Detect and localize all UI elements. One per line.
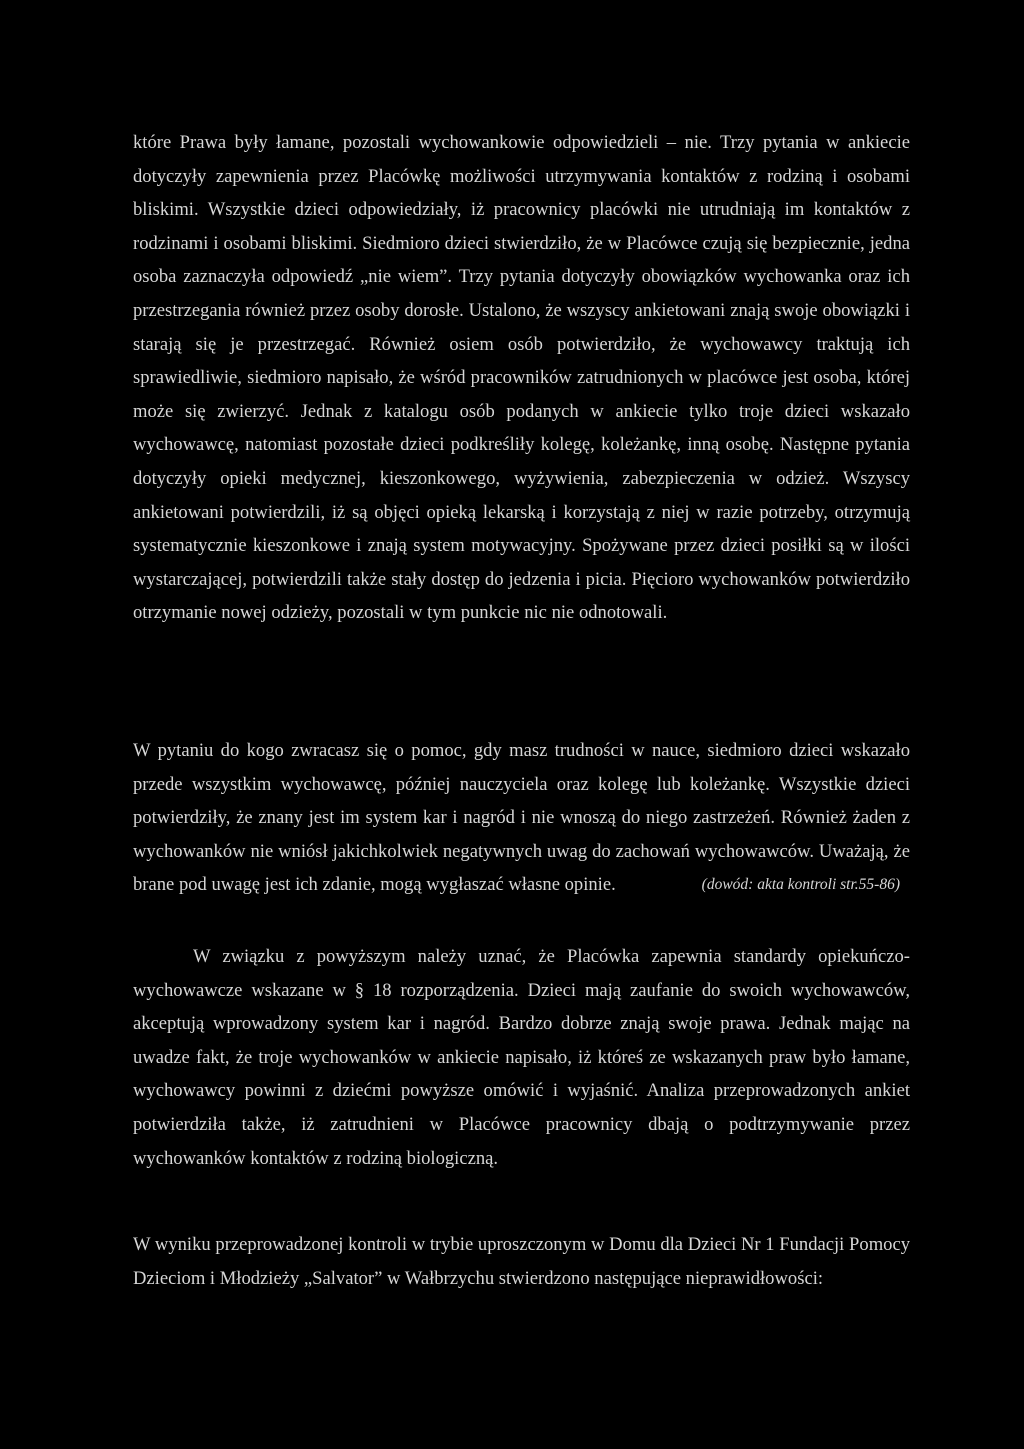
paragraph-survey-results: które Prawa były łamane, pozostali wychowankowie odpowiedzieli – nie. Trzy pytania w ankiecie dotyczyły zapewnienia przez Placówkę możliwości utrzymywania kontaktów z rodziną i osobami bliskimi. Wszystkie dzieci odpowiedziały, iż pracownicy placówki nie utrudniają im kontaktów z rodzinami i osobami bliskimi. Siedmioro dzieci stwierdziło, że w Placówce czują się bezpiecznie, jedna osoba zaznaczyła odpowiedź „nie wiem”. Trzy pytania dotyczyły obowiązków wychowanka oraz ich przestrzegania również przez osoby dorosłe. Ustalono, że wszyscy ankietowani znają swoje obowiązki i starają się je przestrzegać. Również osiem osób potwierdziło, że wychowawcy traktują ich sprawiedliwie, siedmioro napisało, że wśród pracowników zatrudnionych w placówce jest osoba, której może się zwierzyć. Jednak z katalogu osób podanych w ankiecie tylko troje dzieci wskazało wychowawcę, natomiast pozostałe dzieci podkreśliły kolegę, koleżankę, inną osobę. Następne pytania dotyczyły opieki medycznej, kieszonkowego, wyżywienia, zabezpieczenia w odzież. Wszyscy ankietowani potwierdzili, iż są objęci opieką lekarską i korzystają z niej w razie potrzeby, otrzymują systematycznie kieszonkowe i znają system motywacyjny. Spożywane przez dzieci posiłki są w ilości wystarczającej, potwierdzili także stały dostęp do jedzenia i picia. Pięcioro wychowanków potwierdziło otrzymanie nowej odzieży, pozostali w tym punkcie nic nie odnotowali. [133, 132, 910, 624]
text-block-help-question [133, 734, 910, 902]
text-block-survey-results [133, 126, 910, 630]
paragraph-findings-intro: W wyniku przeprowadzonej kontroli w trybie uproszczonym w Domu dla Dzieci Nr 1 Fundacji Pomocy Dzieciom i Młodzieży „Salvator” w Wałbrzychu stwierdzono następujące nieprawidłowości: [133, 1234, 910, 1289]
paragraph-help-question-text: W pytaniu do kogo zwracasz się o pomoc, gdy masz trudności w nauce, siedmioro dzieci wskazało przede wszystkim wychowawcę, później nauczyciela oraz kolegę lub koleżankę. Wszystkie dzieci potwierdziły, że znany jest im system kar i nagród i nie wnoszą do niego zastrzeżeń. Również żaden z wychowanków nie wniósł jakichkolwiek negatywnych uwag do zachowań wychowawców. Uważają, że brane pod uwagę jest ich zdanie, mogą wygłaszać własne opinie. [133, 740, 910, 896]
text-block-findings-intro [133, 1228, 910, 1295]
evidence-citation: (dowód: akta kontroli str.55-86) [701, 876, 900, 894]
text-block-conclusion [133, 940, 910, 1175]
paragraph-conclusion: W związku z powyższym należy uznać, że Placówka zapewnia standardy opiekuńczo-wychowawcze wskazane w § 18 rozporządzenia. Dzieci mają zaufanie do swoich wychowawców, akceptują wprowadzony system kar i nagród. Bardzo dobrze znają swoje prawa. Jednak mając na uwadze fakt, że troje wychowanków w ankiecie napisało, iż któreś ze wskazanych praw było łamane, wychowawcy powinni z dziećmi powyższe omówić i wyjaśnić. Analiza przeprowadzonych ankiet potwierdziła także, iż zatrudnieni w Placówce pracownicy dbają o podtrzymywanie przez wychowanków kontaktów z rodziną biologiczną. [133, 946, 910, 1169]
paragraph-help-question [133, 734, 910, 902]
